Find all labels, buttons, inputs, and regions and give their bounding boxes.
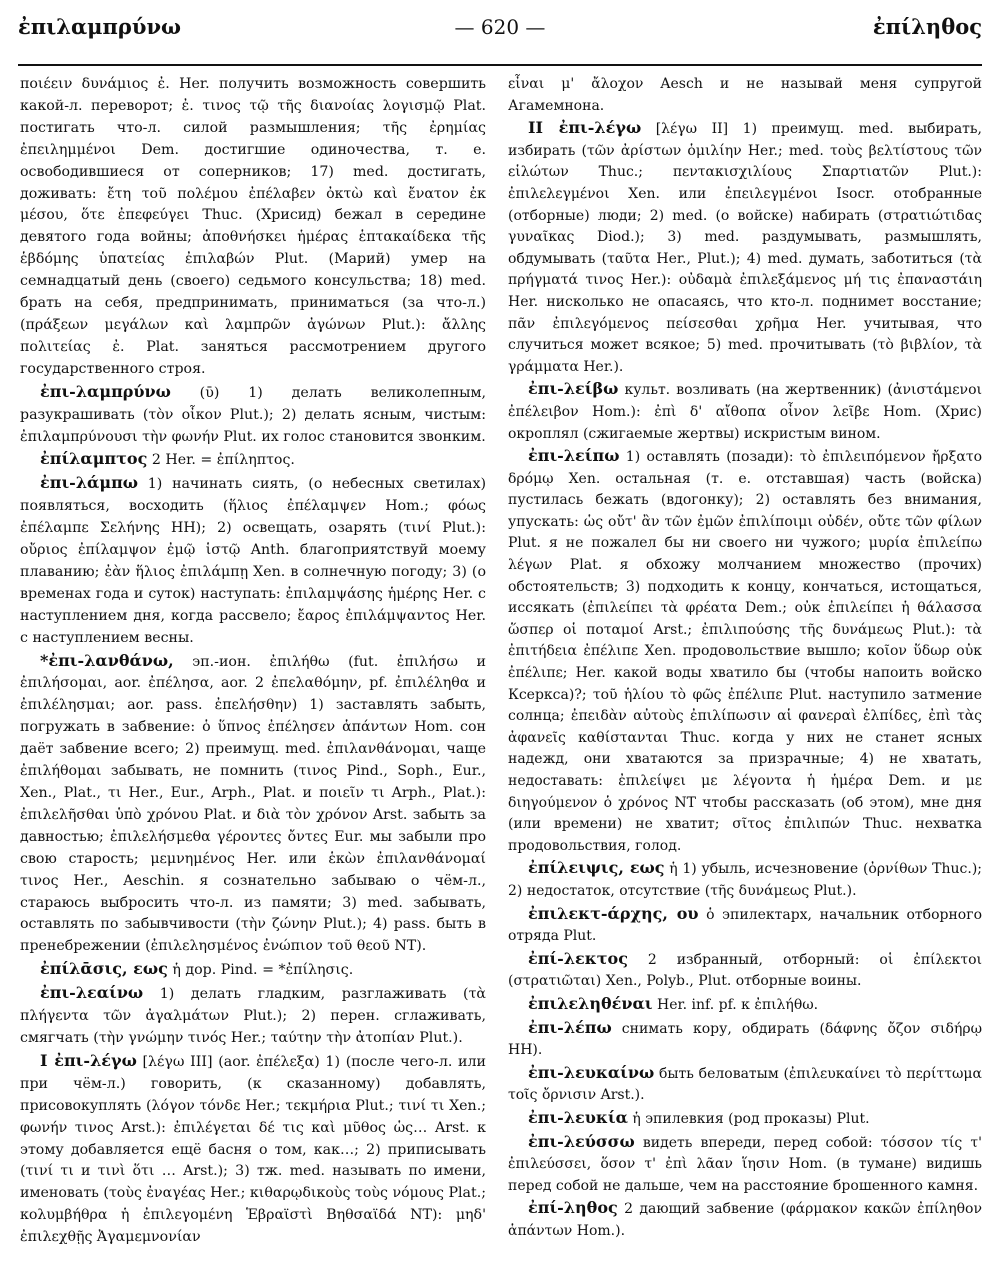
dictionary-entry: [508, 948, 982, 993]
dictionary-entry: [508, 857, 982, 902]
dictionary-entry: [508, 993, 982, 1017]
dictionary-entry: [20, 381, 486, 449]
dictionary-entry: [508, 1197, 982, 1242]
dictionary-entry: [20, 982, 486, 1050]
dictionary-entry: [20, 958, 486, 982]
dictionary-entry: [508, 1107, 982, 1131]
entry-headword: ἐπι-λευκία: [528, 1107, 628, 1127]
entry-text: Her. inf. pf. к ἐπιλήθω.: [652, 996, 819, 1013]
entry-headword: ἐπι-λέπω: [528, 1017, 612, 1037]
dictionary-entry: [20, 472, 486, 649]
entry-headword: ἐπι-λαμπρύνω: [40, 381, 171, 401]
dictionary-entry: [20, 1050, 486, 1249]
header-rule: [18, 64, 982, 66]
entry-headword: ἐπιλεληθέναι: [528, 993, 653, 1013]
entry-text: 1) начинать сиять, (о небесных светилах) появляться, восходить (ἥλιος ἐπέλαμψεν Hom.; φόως ἐπέλαμπε Σελήνης HH); 2) освещать, озарять (τινί Plut.): οὔριος ἐπίλαμψον ἐμῷ ἱστῷ Anth. благоприятствуй моему плаванию; ἐὰν ἥλιος ἐπιλάμπῃ Xen. в солнечную погоду; 3) (о временах года и суток) наступать: ἐπιλαμψάσης ἡμέρης Her. с наступлением дня, когда рассвело; ἔαρος ἐπιλάμψαντος Her. с наступлением весны.: [20, 476, 486, 646]
dictionary-entry: [508, 445, 982, 857]
entry-text: 2 дающий забвение (φάρμακον κακῶν ἐπίληθον ἁπάντων Hom.).: [508, 1201, 982, 1239]
entry-headword: ἐπίλαμπτος: [40, 449, 148, 469]
left-running-headword: ἐπιλαμπρύνω: [18, 14, 182, 39]
entry-headword: ἐπίλᾱσις, εως: [40, 959, 168, 979]
entry-text: [λέγω III] (aor. ἐπέλεξα) 1) (после чего-л. или при чём-л.) говорить, (к сказанному) добавлять, присовокуплять (λόγον τόνδε Her.; τεκμήρια Plut.; τινί τι Xen.; φωνήν τινος Arst.): ἐπιλέγεται δέ τις καὶ μῦθος ὡς… Arst. к этому добавляется ещё басня о том, как…; 2) приписывать (τινί τι и τινὶ ὅτι … Arst.); 3) тж. med. называть по имени, именовать (τοὺς ἐναγέας Her.; κιθαρῳδικοὺς τοὺς νόμους Plat.; κολυμβήθρα ἡ ἐπιλεγομένη Ἑβραϊστὶ Βηθσαϊδά NT): μηδ' ἐπιλεχθῇς Ἀγαμεμνονίαν: [20, 1053, 486, 1246]
dictionary-entry: [20, 448, 486, 472]
page-number: — 620 —: [454, 15, 546, 39]
dictionary-entry: [508, 1017, 982, 1062]
entry-headword: ἐπι-λείπω: [528, 446, 620, 466]
entry-text: ἡ дор. Pind. = *ἐπίλησις.: [167, 962, 354, 979]
entry-headword: ἐπί-ληθος: [528, 1198, 618, 1218]
dictionary-entry: [508, 1062, 982, 1107]
entry-text: 2 Her. = ἐπίληπτος.: [147, 452, 295, 469]
dictionary-entry: [508, 1131, 982, 1198]
entry-text: 1) делать гладким, разглаживать (τὰ πλήγεντα τῶν ἀγαλμάτων Plut.); 2) перен. сглаживать, смягчать (τὴν γνώμην τινός Her.; ταύτην τὴν ἀτοπίαν Plut.).: [20, 986, 486, 1046]
entry-text: ὁ эпилектарх, начальник отборного отряда Plut.: [508, 906, 982, 945]
entry-headword: *ἐπι-λανθάνω,: [40, 650, 174, 670]
entry-headword: ἐπι-λάμπω: [40, 473, 139, 493]
entry-headword: ἐπίλειψις, εως: [528, 858, 665, 878]
dictionary-entry: [508, 117, 982, 378]
entry-headword: ἐπιλεκτ-άρχης, ου: [528, 903, 699, 923]
entry-continuation: [20, 74, 486, 381]
entry-text: [λέγω II] 1) преимущ. med. выбирать, избирать (τῶν ἀρίστων ὁμιλίην Her.; med. τοὺς βελτίστους τῶν εἱλώτων Thuc.; πεντακισχιλίους Σπαρτιατῶν Plut.): ἐπιλελεγμένοι Xen. или ἐπειλεγμένοι Isocr. отобранные (отборные) люди; 2) med. (о войске) набирать (στρατιώτιδας γυναῖκας Diod.); 3) med. раздумывать, размышлять, обдумывать (ταῦτα Her., Plut.); 4) med. думать, заботиться (τὰ πρήγματά τινος Her.): οὐδαμὰ ἐπιλεξάμενος μή τις ἐπαναστάιη Her. нисколько не опасаясь, что кто-л. поднимет восстание; πᾶν ἐπιλεγόμενος πείσεσθαι χρῆμα Her. учитывая, что случиться может всякое; 5) med. прочитывать (τὸ βιβλίον, τὰ γράμματα Her.).: [508, 121, 982, 375]
dictionary-entry: [20, 650, 486, 959]
right-column: [508, 74, 982, 1242]
left-column: [20, 74, 486, 1249]
entry-text: 1) оставлять (позади): τὸ ἐπιλειπόμενον ἤρξατο δρόμῳ Xen. остальная (т. е. отставшая) часть (войска) пустилась бежать (вдогонку); 2) оставлять без внимания, упускать: ὡς οὔτ' ἂν τῶν ἐμῶν ἐπιλίποιμι οὐδέν, οὔτε τῶν φίλων Plut. я не пожалел бы ни своего ни чужого; μυρία ἐπιλείπω λέγων Plat. я обхожу молчанием множество (прочих) обстоятельств; 3) подходить к концу, кончаться, истощаться, иссякать (ἐπιλείπει τὰ φρέατα Dem.; οὐκ ἐπιλείπει ἡ θάλασσα ὥσπερ οἱ ποταμοί Arst.; ἐπιλιπούσης τῆς δυνάμεως Plut.): τὰ ἐπιτήδεια ἐπέλιπε Xen. продовольствие вышло; κοῖον ὕδωρ οὐκ ἐπέλιπε; Her. какой воды хватило бы (чтобы напоить войско Ксеркса)?; τοῦ ἡλίου τὸ φῶς ἐπέλιπε Plut. наступило затмение солнца; ἐπειδὰν αὐτοὺς ἐπιλίπωσιν αἱ φανεραὶ ἐλπίδες, ἐπὶ τὰς ἀφανεῖς καθίστανται Thuc. когда у них не станет ясных надежд, они хватаются за призрачные; 4) не хватать, недоставать: ἐπιλείψει με λέγοντα ἡ ἡμέρα Dem. и με διηγούμενον ὁ χρόνος NT чтобы рассказать (об этом), мне дня (или времени) не хватит; σῖτος ἐπιλιπών Thuc. нехватка продовольствия, голод.: [508, 449, 982, 854]
dictionary-entry: [508, 378, 982, 445]
entry-headword: ἐπί-λεκτος: [528, 948, 628, 968]
entry-text: видеть впереди, перед собой: τόσσον τίς τ' ἐπιλεύσσει, ὅσον τ' ἐπὶ λᾶαν ἵησιν Hom. (в тумане) видишь перед собой не дальше, чем на расстояние брошенного камня.: [508, 1134, 982, 1194]
dictionary-entry: [508, 903, 982, 948]
entry-text: эп.-ион. ἐπιλήθω (fut. ἐπιλήσω и ἐπιλήσομαι, aor. ἐπέλησα, aor. 2 ἐπελαθόμην, pf. ἐπιλέληθα и ἐπιλέλησμαι; aor. pass. ἐπελήσθην) 1) заставлять забыть, погружать в забвение: ὁ ὕπνος ἐπέλησεν ἁπάντων Hom. сон даёт забвение всего; 2) преимущ. med. ἐπιλανθάνομαι, чаще ἐπιλήθομαι забывать, не помнить (τινος Pind., Soph., Eur., Xen., Plat., τι Her., Eur., Arph., Plat. и ποιεῖν τι Arph., Plat.): ἐπιλελῆσθαι ὑπὸ χρόνου Plat. и διὰ τὸν χρόνον Arst. забыть за давностью; ἐπιλελήσμεθα γέροντες ὄντες Eur. мы забыли про свою старость; μεμνημένος Her. или ἑκὼν ἐπιλανθάνομαί τινος Her., Aeschin. я сознательно забываю о чём-л., стараюсь выбросить что-л. из памяти; 3) med. забывать, оставлять по забывчивости (τὴν ζώνην Plut.); 4) pass. быть в пренебрежении (ἐπιλελησμένος ἐνώπιον τοῦ θεοῦ NT).: [20, 653, 486, 955]
entry-text: ποιέειν δυνάμιος ἐ. Her. получить возможность совершить какой-л. переворот; ἐ. τινος τῷ τῆς διανοίας λογισμῷ Plat. постигать что-л. силой размышления; τῆς ἐρημίας ἐπειλημμένοι Dem. достигшие одиночества, т. е. освободившиеся от соперников; 17) med. достигать, доживать: ἔτη τοῦ πολέμου ἐπέλαβεν ὀκτὼ καὶ ἔνατον ἐκ μέσου, ὅτε ἐπεφεύγει Thuc. (Хрисид) бежал в середине девятого года войны; ἀποθνήσκει ἡμέρας ἑπτακαίδεκα τῆς ἑβδόμης ὑπατείας ἐπιλαβών Plut. (Марий) умер на семнадцатый день (своего) седьмого консульства; 18) med. брать на себя, предпринимать, приниматься (за что-л.) (πράξεων μεγάλων καὶ λαμπρῶν ἀγώνων Plut.): ἄλλης πολιτείας ἐ. Plat. заняться рассмотрением другого государственного строя.: [20, 76, 486, 377]
entry-text: εἶναι μ' ἄλοχον Aesch и не называй меня супругой Агамемнона.: [508, 76, 982, 114]
entry-headword: ἐπι-λεαίνω: [40, 983, 144, 1003]
entry-text: быть беловатым (ἐπιλευκαίνει τὸ περίττωμα τοῖς ὄρνισιν Arst.).: [508, 1065, 982, 1104]
entry-text: (ῡ) 1) делать великолепным, разукрашивать (τὸν οἶκον Plut.); 2) делать ясным, чистым: ἐπιλαμπρύνουσι τὴν φωνήν Plut. их голос становится звонким.: [20, 384, 486, 445]
entry-text: 2 избранный, отборный: οἱ ἐπίλεκτοι (στρατιῶται) Xen., Polyb., Plut. отборные воины.: [508, 951, 982, 990]
entry-text: ἡ эпилевкия (род проказы) Plut.: [627, 1110, 870, 1127]
running-header: [18, 10, 982, 50]
entry-text: культ. возливать (на жертвенник) (ἀνιστάμενοι ἐπέλειβον Hom.): ἐπὶ δ' αἴθοπα οἶνον λεῖβε Hom. (Хрис) окроплял (сжигаемые жертвы) искристым вином.: [508, 382, 982, 442]
entry-headword: II ἐπι-λέγω: [528, 118, 642, 138]
entry-text: ἡ 1) убыль, исчезновение (ὀρνίθων Thuc.); 2) недостаток, отсутствие (τῆς δυνάμεως Plut.).: [508, 861, 982, 899]
entry-headword: I ἐπι-λέγω: [40, 1050, 137, 1070]
entry-headword: ἐπι-λεύσσω: [528, 1131, 635, 1151]
entry-continuation: [508, 74, 982, 117]
entry-text: снимать кору, обдирать (δάφνης ὄζον σιδήρῳ HH).: [508, 1020, 982, 1059]
entry-headword: ἐπι-λευκαίνω: [528, 1062, 655, 1082]
entry-headword: ἐπι-λείβω: [528, 379, 619, 399]
right-running-headword: ἐπίληθος: [872, 14, 982, 39]
